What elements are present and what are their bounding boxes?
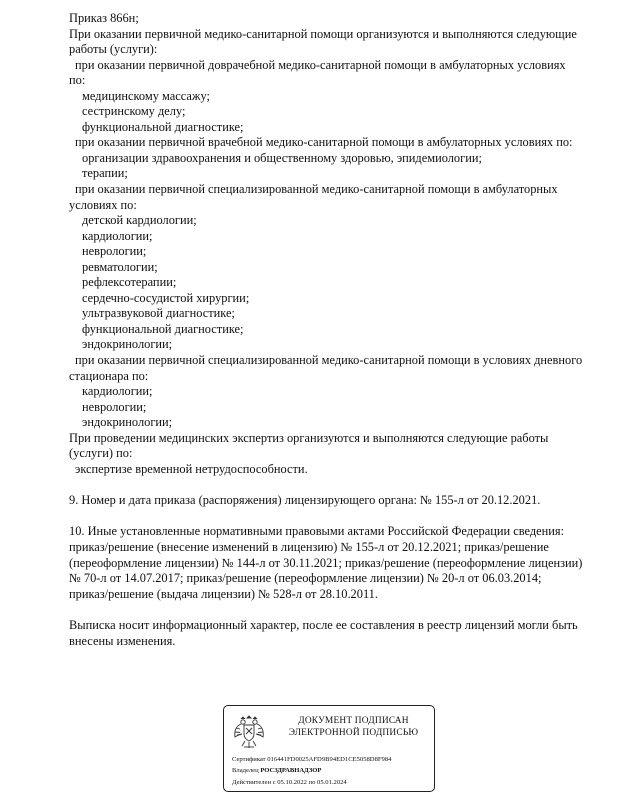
item-10-line: приказ/решение (выдача лицензии) № 528-л от 28.10.2011. bbox=[69, 586, 378, 601]
spacer bbox=[69, 477, 609, 493]
stamp-title bbox=[276, 716, 431, 739]
document-line: При проведении медицинских экспертиз организуются и выполняются следующие работы bbox=[69, 430, 549, 445]
document-line: детской кардиологии; bbox=[82, 213, 197, 228]
owner-line bbox=[232, 767, 321, 775]
document-line: медицинскому массажу; bbox=[82, 88, 210, 103]
document-line: сердечно-сосудистой хирургии; bbox=[82, 290, 250, 305]
document-line: кардиологии; bbox=[82, 384, 153, 399]
owner-value: РОСЗДРАВНАДЗОР bbox=[260, 767, 322, 774]
document-line: (услуги) по: bbox=[69, 446, 133, 461]
document-line: ультразвуковой диагностике; bbox=[82, 306, 235, 321]
document-line: ревматологии; bbox=[82, 259, 158, 274]
document-line: функциональной диагностике; bbox=[82, 321, 244, 336]
item-10-line: (переоформление лицензии) № 144-л от 30.11.2021; приказ/решение (переоформление лицензии) bbox=[69, 555, 583, 570]
owner-label: Владелец bbox=[232, 767, 259, 774]
document-line: сестринскому делу; bbox=[82, 104, 186, 119]
document-line: организации здравоохранения и общественному здоровью, эпидемиологии; bbox=[82, 150, 482, 165]
document-line: по: bbox=[69, 73, 86, 88]
document-line: функциональной диагностике; bbox=[82, 119, 244, 134]
document-line: при оказании первичной специализированной медико-санитарной помощи в амбулаторных bbox=[75, 182, 558, 197]
document-line: условиях по: bbox=[69, 197, 137, 212]
document-line: работы (услуги): bbox=[69, 42, 158, 57]
note-line: Выписка носит информационный характер, после ее составления в реестр лицензий могли быть bbox=[69, 618, 578, 633]
certificate-line bbox=[232, 756, 391, 764]
stamp-title-line1: ДОКУМЕНТ ПОДПИСАН bbox=[298, 716, 409, 726]
document-body bbox=[69, 11, 609, 649]
document-line: экспертизе временной нетрудоспособности. bbox=[75, 461, 308, 476]
validity-line: Действителен с 05.10.2022 по 05.01.2024 bbox=[232, 779, 347, 786]
document-line: Приказ 866н; bbox=[69, 11, 139, 25]
stamp-title-line2: ЭЛЕКТРОННОЙ ПОДПИСЬЮ bbox=[288, 727, 419, 738]
services-list bbox=[69, 11, 609, 477]
item-10-line: № 70-л от 14.07.2017; приказ/решение (переоформление лицензии) № 20-л от 06.03.2014; bbox=[69, 571, 542, 586]
note-line: внесены изменения. bbox=[69, 633, 176, 648]
document-line: терапии; bbox=[82, 166, 128, 181]
document-line: рефлексотерапии; bbox=[82, 275, 177, 290]
document-line: При оказании первичной медико-санитарной помощи организуются и выполняются следующие bbox=[69, 26, 577, 41]
document-line: неврологии; bbox=[82, 399, 147, 414]
spacer bbox=[69, 508, 609, 524]
coat-of-arms-icon bbox=[232, 712, 266, 752]
document-line: неврологии; bbox=[82, 244, 147, 259]
item-10-line: приказ/решение (внесение изменений в лицензию) № 155-л от 20.12.2021; приказ/решение bbox=[69, 540, 549, 554]
item-10-line: 10. Иные установленные нормативными правовыми актами Российской Федерации сведения: bbox=[69, 524, 565, 539]
document-line: при оказании первичной врачебной медико-санитарной помощи в амбулаторных условиях по: bbox=[75, 135, 573, 150]
document-line: стационара по: bbox=[69, 368, 149, 383]
document-line: эндокринологии; bbox=[82, 415, 173, 430]
document-line: при оказании первичной доврачебной медико-санитарной помощи в амбулаторных условиях bbox=[75, 57, 566, 72]
electronic-signature-stamp bbox=[223, 705, 435, 792]
document-line: кардиологии; bbox=[82, 228, 153, 243]
certificate-label: Сертификат bbox=[232, 756, 266, 763]
document-line: эндокринологии; bbox=[82, 337, 173, 352]
document-line: при оказании первичной специализированной медико-санитарной помощи в условиях дневного bbox=[75, 353, 583, 368]
item-9: 9. Номер и дата приказа (распоряжения) лицензирующего органа: № 155-л от 20.12.2021. bbox=[69, 492, 541, 507]
certificate-value: 016441FD0025AFD9B94ED1CE5058D8F984 bbox=[267, 756, 392, 763]
spacer bbox=[69, 602, 609, 618]
